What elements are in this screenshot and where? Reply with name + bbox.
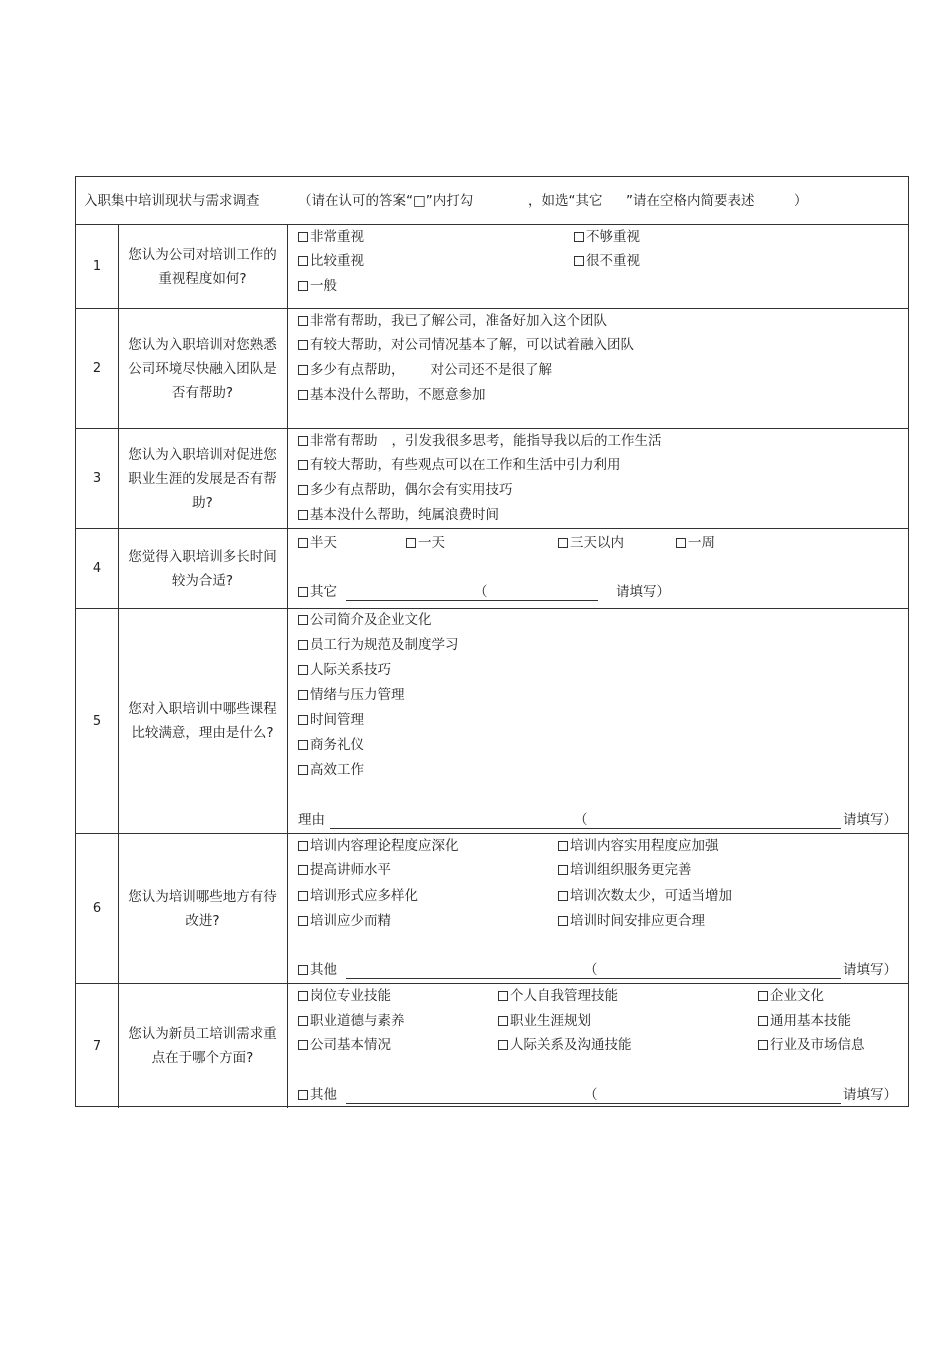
option-item[interactable]: 有较大帮助，有些观点可以在工作和生活中引力利用 — [298, 456, 621, 474]
option-item[interactable]: 个人自我管理技能 — [498, 987, 618, 1005]
checkbox-icon[interactable] — [498, 991, 508, 1001]
option-item[interactable]: 一天 — [406, 534, 445, 552]
fill-hint: 请填写） — [843, 812, 897, 828]
checkbox-icon[interactable] — [298, 715, 308, 725]
option-item[interactable]: 行业及市场信息 — [758, 1036, 865, 1054]
option-item[interactable]: 非常有帮助，我已了解公司，准备好加入这个团队 — [298, 312, 607, 330]
checkbox-icon[interactable] — [298, 340, 308, 350]
option-item[interactable]: 培训内容理论程度应深化 — [298, 837, 459, 855]
checkbox-icon[interactable] — [558, 865, 568, 875]
option-item[interactable]: 人际关系及沟通技能 — [498, 1036, 632, 1054]
checkbox-icon[interactable] — [758, 991, 768, 1001]
question-number: 7 — [76, 984, 119, 1108]
question-number: 3 — [76, 429, 119, 528]
other-option[interactable]: 其它 — [298, 583, 337, 601]
option-item[interactable]: 时间管理 — [298, 711, 364, 729]
checkbox-icon[interactable] — [298, 740, 308, 750]
form-instruction-end: ） — [794, 193, 808, 209]
checkbox-icon[interactable] — [298, 865, 308, 875]
option-item[interactable]: 企业文化 — [758, 987, 824, 1005]
option-item[interactable]: 通用基本技能 — [758, 1012, 851, 1030]
question-row-2 — [76, 309, 908, 429]
checkbox-icon[interactable] — [298, 365, 308, 375]
option-item[interactable]: 非常重视 — [298, 228, 364, 246]
checkbox-icon[interactable] — [298, 460, 308, 470]
checkbox-icon[interactable] — [498, 1040, 508, 1050]
option-extra-text: 对公司还不是很了解 — [430, 362, 552, 378]
question-text: 您认为公司对培训工作的重视程度如何? — [118, 225, 288, 308]
checkbox-icon[interactable] — [758, 1016, 768, 1026]
question-number: 4 — [76, 529, 119, 608]
checkbox-icon[interactable] — [574, 256, 584, 266]
question-number: 5 — [76, 609, 119, 833]
checkbox-icon[interactable] — [676, 538, 686, 548]
checkbox-icon[interactable] — [298, 665, 308, 675]
checkbox-icon[interactable] — [574, 232, 584, 242]
survey-form — [75, 176, 909, 1107]
question-number: 6 — [76, 834, 119, 983]
option-item[interactable]: 一周 — [676, 534, 715, 552]
other-option[interactable]: 其他 — [298, 961, 337, 979]
checkbox-icon[interactable] — [298, 1090, 308, 1100]
question-text: 您认为入职培训对促进您职业生涯的发展是否有帮助? — [118, 429, 288, 528]
question-row-6 — [76, 834, 908, 984]
option-item[interactable]: 提高讲师水平 — [298, 861, 391, 879]
form-instruction-c: ”请在空格内简要表述 — [626, 193, 755, 209]
option-item[interactable]: 培训应少而精 — [298, 912, 391, 930]
checkbox-icon[interactable] — [558, 841, 568, 851]
option-item[interactable]: 多少有点帮助，偶尔会有实用技巧 — [298, 481, 513, 499]
form-instruction-b: ，如选“其它 — [528, 193, 603, 209]
option-item[interactable]: 培训次数太少，可适当增加 — [558, 887, 732, 905]
checkbox-icon[interactable] — [298, 510, 308, 520]
option-item[interactable]: 培训形式应多样化 — [298, 887, 418, 905]
option-item[interactable]: 基本没什么帮助，不愿意参加 — [298, 386, 486, 404]
checkbox-icon[interactable] — [558, 538, 568, 548]
question-text: 您认为入职培训对您熟悉公司环境尽快融入团队是否有帮助? — [118, 309, 288, 428]
options-cell — [288, 529, 908, 608]
open-paren: （ — [574, 812, 588, 828]
option-item[interactable]: 有较大帮助，对公司情况基本了解，可以试着融入团队 — [298, 336, 634, 354]
checkbox-icon[interactable] — [298, 916, 308, 926]
options-cell — [288, 609, 908, 833]
question-row-5 — [76, 609, 908, 834]
options-cell — [288, 834, 908, 983]
fill-hint: 请填写） — [616, 584, 670, 600]
option-item[interactable]: 不够重视 — [574, 228, 640, 246]
question-number: 2 — [76, 309, 119, 428]
checkbox-icon[interactable] — [298, 615, 308, 625]
question-row-4 — [76, 529, 908, 609]
option-item[interactable]: 员工行为规范及制度学习 — [298, 636, 459, 654]
option-item[interactable]: 岗位专业技能 — [298, 987, 391, 1005]
option-extra-text: ，引发我很多思考，能指导我以后的工作生活 — [391, 433, 662, 449]
option-item[interactable]: 职业生涯规划 — [498, 1012, 591, 1030]
other-option[interactable]: 其他 — [298, 1086, 337, 1104]
form-title: 入职集中培训现状与需求调查 — [84, 193, 260, 209]
checkbox-icon[interactable] — [406, 538, 416, 548]
option-item[interactable]: 培训组织服务更完善 — [558, 861, 692, 879]
reason-label: 理由 — [298, 812, 325, 828]
option-item[interactable]: 培训内容实用程度应加强 — [558, 837, 719, 855]
form-header — [76, 177, 908, 225]
checkbox-icon[interactable] — [758, 1040, 768, 1050]
option-item[interactable]: 人际关系技巧 — [298, 661, 391, 679]
option-item[interactable]: 三天以内 — [558, 534, 624, 552]
question-row-3 — [76, 429, 908, 529]
checkbox-icon[interactable] — [298, 891, 308, 901]
checkbox-icon[interactable] — [298, 965, 308, 975]
question-text: 您觉得入职培训多长时间较为合适? — [118, 529, 288, 608]
option-item[interactable]: 一般 — [298, 277, 337, 295]
fill-in-line[interactable] — [346, 600, 598, 601]
checkbox-icon[interactable] — [298, 991, 308, 1001]
checkbox-icon[interactable] — [558, 916, 568, 926]
checkbox-icon[interactable] — [558, 891, 568, 901]
checkbox-icon[interactable] — [298, 281, 308, 291]
checkbox-icon[interactable] — [298, 640, 308, 650]
options-cell — [288, 225, 908, 308]
question-row-7 — [76, 984, 908, 1108]
checkbox-icon[interactable] — [298, 765, 308, 775]
checkbox-icon[interactable] — [298, 690, 308, 700]
open-paren: （ — [474, 584, 488, 600]
checkbox-icon[interactable] — [298, 538, 308, 548]
option-item[interactable]: 高效工作 — [298, 761, 364, 779]
checkbox-icon[interactable] — [298, 1016, 308, 1026]
checkbox-icon[interactable] — [298, 232, 308, 242]
question-text: 您认为新员工培训需求重点在于哪个方面? — [118, 984, 288, 1108]
checkbox-icon[interactable] — [298, 436, 308, 446]
fill-hint: 请填写） — [843, 962, 897, 978]
open-paren: （ — [584, 1087, 598, 1103]
option-item[interactable]: 基本没什么帮助，纯属浪费时间 — [298, 506, 499, 524]
option-item[interactable]: 公司简介及企业文化 — [298, 611, 432, 629]
checkbox-icon[interactable] — [298, 841, 308, 851]
checkbox-icon[interactable] — [298, 390, 308, 400]
option-item[interactable]: 公司基本情况 — [298, 1036, 391, 1054]
option-item[interactable]: 多少有点帮助， 对公司还不是很了解 — [298, 361, 552, 379]
options-cell — [288, 429, 908, 528]
option-item[interactable]: 比较重视 — [298, 252, 364, 270]
option-item[interactable]: 很不重视 — [574, 252, 640, 270]
open-paren: （ — [584, 962, 598, 978]
question-row-1 — [76, 225, 908, 309]
options-cell — [288, 309, 908, 428]
option-item[interactable]: 情绪与压力管理 — [298, 686, 405, 704]
checkbox-icon[interactable] — [498, 1016, 508, 1026]
checkbox-icon[interactable] — [298, 316, 308, 326]
option-item[interactable]: 商务礼仪 — [298, 736, 364, 754]
question-number: 1 — [76, 225, 119, 308]
checkbox-icon[interactable] — [298, 256, 308, 266]
option-item[interactable]: 培训时间安排应更合理 — [558, 912, 705, 930]
option-item[interactable]: 半天 — [298, 534, 337, 552]
question-text: 您认为培训哪些地方有待改进? — [118, 834, 288, 983]
checkbox-icon[interactable] — [298, 485, 308, 495]
option-item[interactable]: 职业道德与素养 — [298, 1012, 405, 1030]
checkbox-icon[interactable] — [298, 587, 308, 597]
options-cell — [288, 984, 908, 1108]
form-instruction-a: （请在认可的答案“□”内打勾 — [298, 193, 474, 209]
fill-hint: 请填写） — [843, 1087, 897, 1103]
question-text: 您对入职培训中哪些课程比较满意，理由是什么? — [118, 609, 288, 833]
option-item[interactable]: 非常有帮助 ，引发我很多思考，能指导我以后的工作生活 — [298, 432, 662, 450]
checkbox-icon[interactable] — [298, 1040, 308, 1050]
